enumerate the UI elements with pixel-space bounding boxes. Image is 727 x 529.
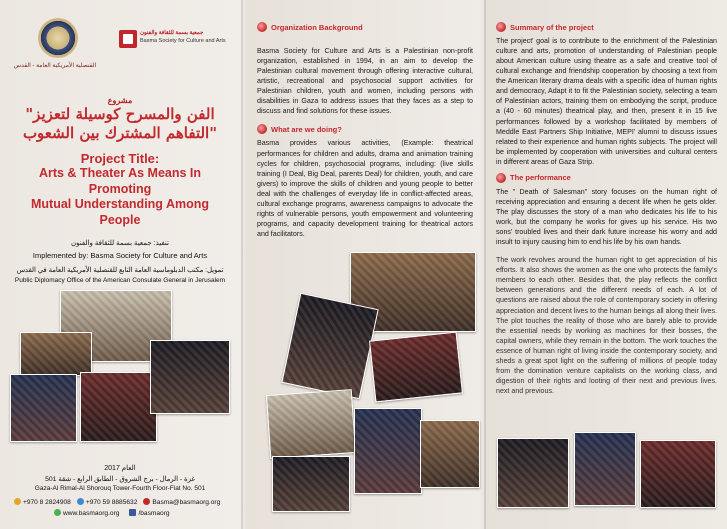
summary-text: The project' goal is to contribute to the enrichment of the Palestinian culture and arts, promotion of understanding of Palestinian people about American culture using theatre as a safe and creative tool of cultural exchange and friendship cooperation by choosing a text from the American literary drama deals with a specific idea of human rights and democracy, Adapt it to fit the Palestinian society, selecting a team of Palestinian actors, training them on embodying the script, produce a (40 - 60 minutes) theatrical play, and then, present it in 15 live performances followed by a workshop facilitated by members of Meddle East Partners Ship Initiative, MEPI' alumni to discuss issues related to their experience and human rights subjects. The project will be implemented by cooperation with universities and cultural centers in different areas of Gaza Strip.: [496, 37, 717, 166]
funded-by: Public Diplomacy Office of the American Consulate General in Jerusalem: [14, 276, 226, 284]
audience-photo-2: [10, 374, 77, 442]
stage-photo-2: [354, 408, 422, 494]
address: Gaza-Al Rimal-Al Shorouq Tower-Fourth Floor-Flat No. 501: [34, 485, 206, 492]
implemented-by: Implemented by: Basma Society for Culture and Arts: [32, 250, 208, 260]
basma-logo-text-ar: جمعية بسمة للثقافة والفنون: [140, 30, 204, 36]
consulate-caption: القنصلية الأمريكية العامة - القدس: [13, 63, 97, 69]
phone-1-text: +970 8 2824908: [23, 499, 71, 506]
website[interactable]: [54, 509, 119, 517]
email-text: Basma@basmaorg.org: [152, 499, 221, 506]
email-icon: [143, 498, 150, 505]
summary-heading: Summary of the project: [510, 22, 594, 32]
basma-logo-block: [119, 30, 230, 48]
cover-panel: [0, 0, 240, 529]
phone-2[interactable]: [77, 498, 138, 506]
project-title-ar-2: التفاهم المشترك بين الشعوب": [22, 123, 218, 142]
us-seal-icon: [38, 18, 78, 58]
address-ar: غزة - الرمال - برج الشروق - الطابق الرابع - شقة 501: [45, 476, 195, 483]
basma-logo-text: [140, 30, 230, 45]
project-title-ar-1: "الفن والمسرح كوسيلة لتعزيز: [25, 105, 215, 123]
section-summary-heading: [496, 22, 717, 32]
project-title-en-2: Mutual Understanding Among People: [31, 197, 209, 227]
consulate-logo-block: [10, 8, 100, 69]
section-background-heading: [257, 22, 473, 32]
website-text: www.basmaorg.org: [63, 510, 120, 517]
training-photo: [266, 389, 356, 459]
facebook-icon: [129, 509, 136, 516]
phone-icon: [14, 498, 21, 505]
performance-heading: The performance: [510, 173, 571, 183]
section-bullet-icon: [257, 22, 267, 32]
facebook[interactable]: [129, 509, 169, 517]
stage-photo-3: [497, 438, 569, 508]
phone-1[interactable]: [14, 498, 71, 506]
phone-2-text: +970 59 8885632: [85, 499, 138, 506]
email[interactable]: [143, 498, 220, 506]
audience-photo-4: [420, 420, 480, 488]
audience-photo-1: [20, 332, 92, 376]
contact-row-1: [14, 498, 220, 506]
project-title-label: Project Title:: [80, 150, 160, 166]
section-bullet-icon: [496, 173, 506, 183]
contact-row-2: [54, 509, 170, 517]
project-title-en-1: Arts & Theater As Means In Promoting: [38, 166, 202, 196]
performance-text-2: The work revolves around the human right to get appreciation of his efforts. It also shows the women as the one who protects the family's members to each other. Besides that, the play reflects the conflict between generations and the different needs of each. A lot of questions are raised about the role of contemporary society in offering appreciation and decent lives to the human beings all along their lives. The plot touches the reality of those who are barely able to provide the essential needs by working as machines for their bosses, the capital owners, while they remain in the bottom. The work touches the essence of human right of living inside the contemporary society, and sheds a great spot light on the suffering of millions of people today from the domination venture capitalists on the working class, and digestion of their rights and looting of their next and previous lives. next and previous.: [496, 256, 717, 395]
basma-logo-icon: [119, 30, 137, 48]
section-doing-heading: [257, 124, 473, 134]
background-heading: Organization Background: [271, 22, 363, 32]
basma-logo-text-en: Basma Society for Culture and Arts: [140, 37, 226, 44]
logos-row: [10, 8, 230, 78]
doing-heading: What are we doing?: [271, 124, 342, 134]
stage-photo-1: [80, 372, 157, 442]
facebook-text: /basmaorg: [138, 510, 170, 517]
workshop-photo: [150, 340, 230, 414]
mobile-icon: [77, 498, 84, 505]
background-text: Basma Society for Culture and Arts is a Palestinian non-profit organization, established in 1994, in an aim to develop the Palestinian cultural movement through offering interactive cultural, artistic, recreational and psychosocial support activities for Palestinian children, youth and women, including persons with disabilities in Gaza to address issues that they faces as a step to discuss and find solutions for these issues.: [257, 47, 473, 116]
actors-photo: [272, 456, 350, 512]
globe-icon: [54, 509, 61, 516]
audience-photo-5: [640, 440, 716, 508]
section-bullet-icon: [257, 124, 267, 134]
section-bullet-icon: [496, 22, 506, 32]
year: العام 2017: [104, 465, 136, 472]
performance-photo-2: [369, 332, 463, 403]
project-label-ar: مشروع: [107, 96, 133, 105]
stage-photo-4: [574, 432, 636, 506]
funded-by-ar: تمويل: مكتب الدبلوماسية العامة التابع للقنصلية الأمريكية العامة في القدس: [16, 266, 224, 274]
performance-text-1: The " Death of Salesman" story focuses on the human right of receiving appreciation and ensuring a decent life when he gets older. The play discusses the story of a man who dedicates his life to his work, but the company he works for gives up his service. His two sons' troubled lives and their dark future increase his worry and add insult to injury causing him to end his life by his own hands.: [496, 187, 717, 247]
doing-text: Basma provides various activities, (Example: theatrical performances for children and adults, drama and animation training cycles for children, psychosocial programs, including: (live skills training (I Deal, Big Deal, parents Deal) for children, youth, and care givers) to improve the skills of children and young people to better deal with the challenges of everyday life in conflict-affected areas, cultural exchange programs, awareness campaigns to advocate the rights of vulnerable persons, youth empowerment and volunteering programs, and capacity development training for theatrical actors and facilitators.: [257, 139, 473, 238]
implemented-by-ar: تنفيذ: جمعية بسمة للثقافة والفنون: [71, 239, 169, 247]
section-performance-heading: [496, 173, 717, 183]
